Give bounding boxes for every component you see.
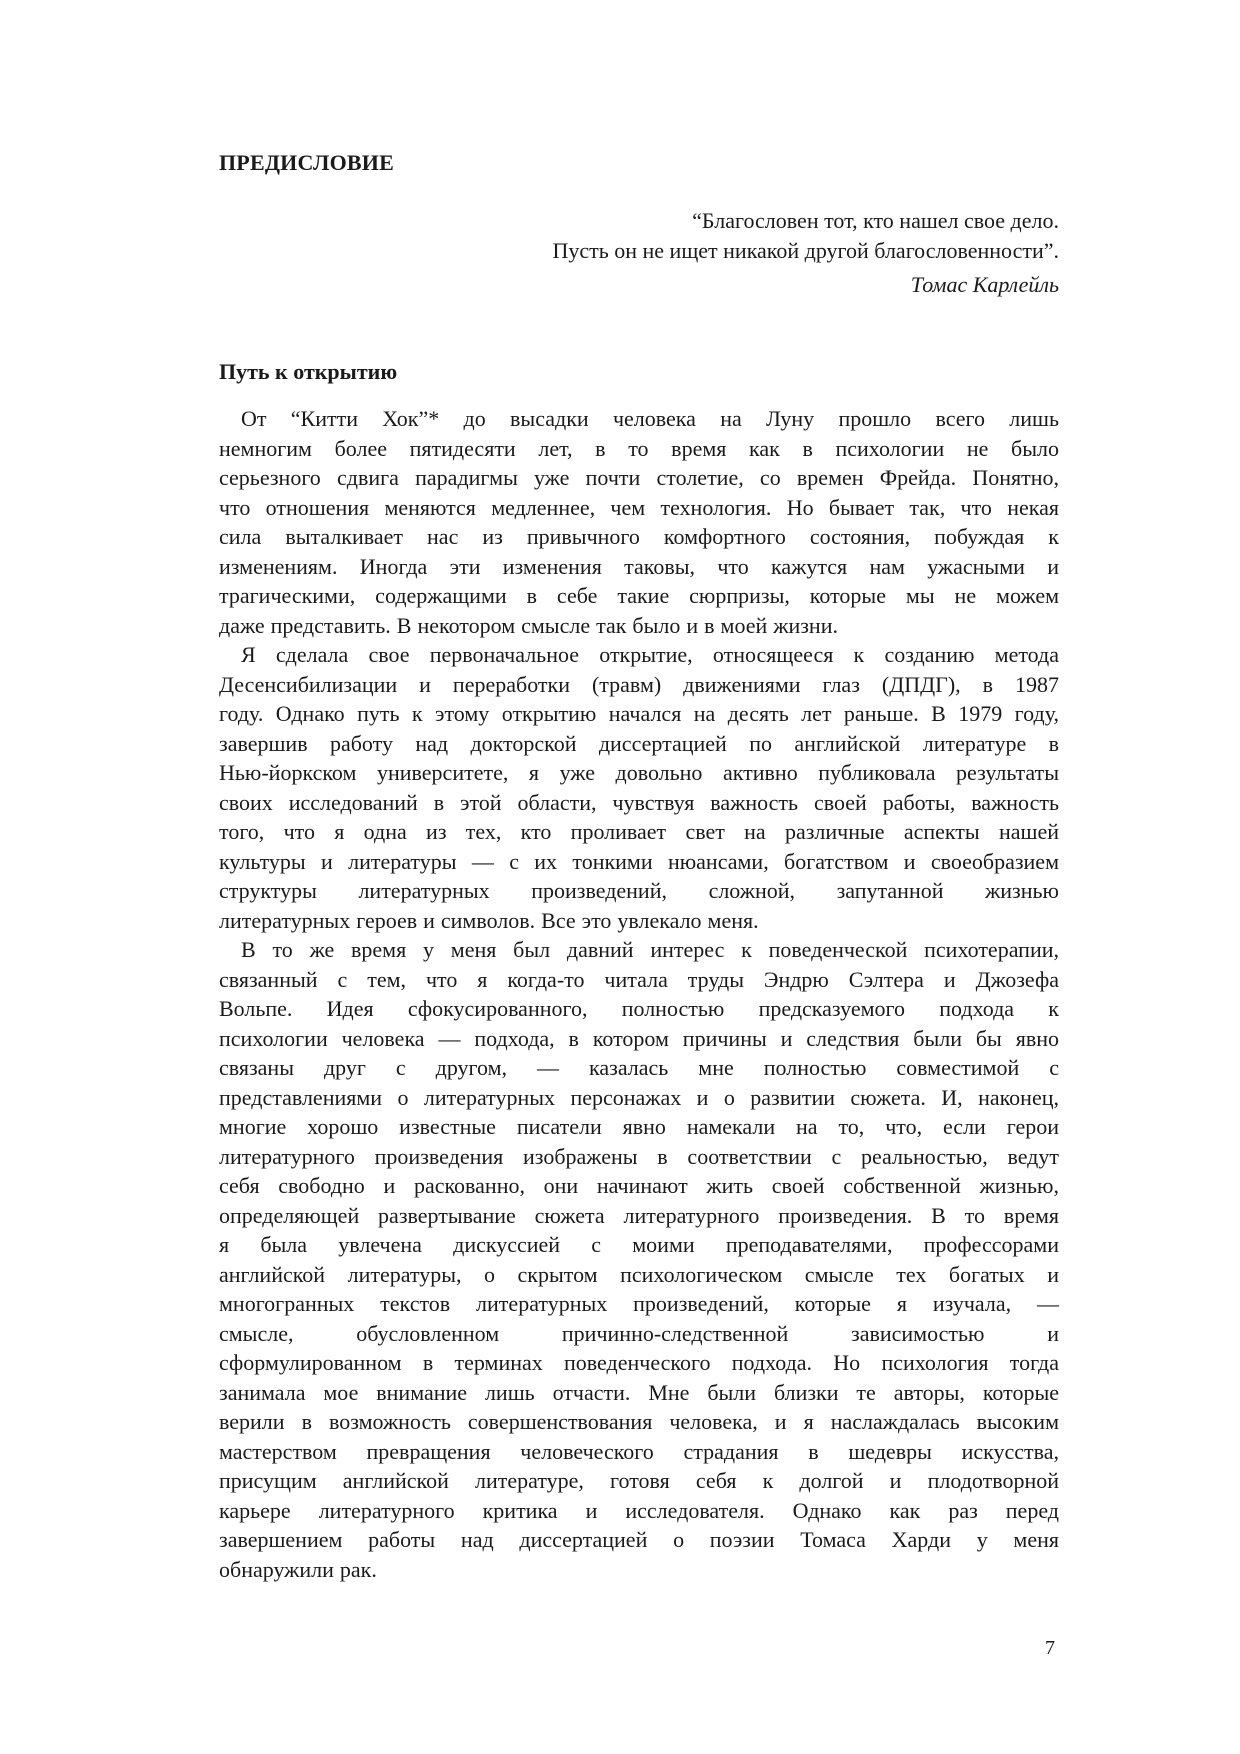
paragraph-line: представлениями о литературных персонажах и о развитии сюжета. И, наконец, (219, 1084, 1059, 1110)
paragraph-line: немногим более пятидесяти лет, в то время как в психологии не было (219, 435, 1059, 461)
paragraph-line: даже представить. В некотором смысле так было и в моей жизни. (219, 612, 838, 638)
paragraph-line: мастерством превращения человеческого страдания в шедевры искусства, (219, 1438, 1059, 1464)
body-paragraph (219, 935, 1059, 1584)
paragraph-line: серьезного сдвига парадигмы уже почти столетие, со времен Фрейда. Понятно, (219, 465, 1059, 490)
paragraph-line: присущим английской литературе, готовя себя к долгой и плодотворной (219, 1468, 1059, 1493)
paragraph-line: завершив работу над докторской диссертацией по английской литературе в (219, 730, 1059, 756)
paragraph-line: сформулированном в терминах поведенческого подхода. Но психология тогда (219, 1350, 1059, 1375)
paragraph-line: я была увлечена дискуссией с моими преподавателями, профессорами (219, 1232, 1059, 1257)
paragraph-line: Вольпе. Идея сфокусированного, полностью предсказуемого подхода к (219, 996, 1059, 1021)
body-paragraph (219, 640, 1059, 935)
epigraph (219, 206, 1059, 300)
paragraph-line: обнаружили рак. (219, 1556, 377, 1582)
section-title: Путь к открытию (219, 359, 398, 384)
paragraph-line: сила выталкивает нас из привычного комфортного состояния, побуждая к (219, 524, 1059, 549)
paragraph-line: занимала мое внимание лишь отчасти. Мне были близки те авторы, которые (219, 1379, 1059, 1405)
paragraph-line: году. Однако путь к этому открытию начался на десять лет раньше. В 1979 году, (219, 701, 1059, 726)
paragraph-line: что отношения меняются медленнее, чем технология. Но бывает так, что некая (219, 494, 1059, 520)
paragraph-line: завершением работы над диссертацией о поэзии Томаса Харди у меня (219, 1527, 1059, 1552)
chapter-title: ПРЕДИСЛОВИЕ (219, 150, 394, 175)
paragraph-line: своих исследований в этой области, чувствуя важность своей работы, важность (219, 789, 1059, 815)
paragraph-line: психологии человека — подхода, в котором причины и следствия были бы явно (219, 1025, 1059, 1051)
paragraph-line: изменениям. Иногда эти изменения таковы, что кажутся нам ужасными и (219, 553, 1059, 579)
paragraph-line: того, что я одна из тех, кто проливает свет на различные аспекты нашей (219, 819, 1059, 844)
paragraph-line: литературного произведения изображены в соответствии с реальностью, ведут (219, 1143, 1059, 1169)
epigraph-line-1: “Благословен тот, кто нашел свое дело. (692, 208, 1059, 233)
paragraph-line: многие хорошо известные писатели явно намекали на то, что, если герои (219, 1114, 1059, 1139)
epigraph-author: Томас Карлейль (910, 272, 1059, 297)
paragraph-line: литературных героев и символов. Все это увлекало меня. (219, 907, 759, 933)
paragraph-line: связаны друг с другом, — казалась мне полностью совместимой с (219, 1055, 1059, 1080)
paragraph-line: карьере литературного критика и исследователя. Однако как раз перед (219, 1497, 1059, 1523)
paragraph-line: многогранных текстов литературных произведений, которые я изучала, — (219, 1291, 1059, 1316)
body-paragraph (219, 404, 1059, 640)
paragraph-line: Нью-йоркском университете, я уже довольно активно публиковала результаты (219, 760, 1059, 785)
paragraph-line: Я сделала свое первоначальное открытие, относящееся к созданию метода (241, 642, 1059, 667)
paragraph-line: определяющей развертывание сюжета литературного произведения. В то время (219, 1202, 1059, 1228)
paragraph-line: культуры и литературы — с их тонкими нюансами, богатством и своеобразием (219, 848, 1059, 874)
page-content (219, 150, 1059, 1584)
paragraph-line: связанный с тем, что я когда-то читала труды Эндрю Сэлтера и Джозефа (219, 966, 1059, 992)
paragraph-line: английской литературы, о скрытом психологическом смысле тех богатых и (219, 1261, 1059, 1287)
paragraph-line: себя свободно и раскованно, они начинают жить своей собственной жизнью, (219, 1173, 1059, 1198)
body-text (219, 404, 1059, 1584)
paragraph-line: трагическими, содержащими в себе такие сюрпризы, которые мы не можем (219, 583, 1059, 608)
paragraph-line: В то же время у меня был давний интерес к поведенческой психотерапии, (241, 937, 1059, 962)
paragraph-line: смысле, обусловленном причинно-следственной зависимостью и (219, 1320, 1059, 1346)
paragraph-line: верили в возможность совершенствования человека, и я наслаждалась высоким (219, 1409, 1059, 1434)
paragraph-line: От “Китти Хок”* до высадки человека на Луну прошло всего лишь (241, 406, 1059, 431)
paragraph-line: структуры литературных произведений, сложной, запутанной жизнью (219, 878, 1059, 903)
paragraph-line: Десенсибилизации и переработки (травм) движениями глаз (ДПДГ), в 1987 (219, 671, 1059, 697)
page-number: 7 (1045, 1637, 1055, 1659)
epigraph-line-2: Пусть он не ищет никакой другой благословенности”. (552, 238, 1059, 263)
